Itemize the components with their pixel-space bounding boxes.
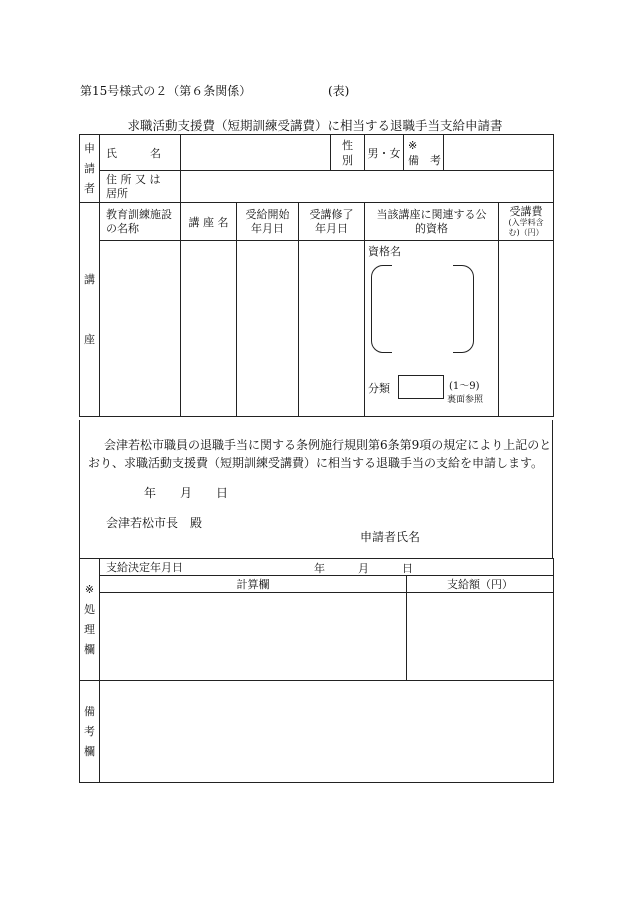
form-title: 求職活動支援費（短期訓練受講費）に相当する退職手当支給申請書: [127, 118, 503, 133]
facility-field[interactable]: [100, 241, 181, 417]
category-box[interactable]: [398, 375, 444, 399]
gender-options[interactable]: 男・女: [365, 135, 404, 171]
applicant-section-label: 申 請 者: [80, 135, 100, 203]
fee-header: 受講費 (入学料含 む)（円）: [499, 203, 554, 241]
course-section-label: 講 座: [80, 203, 100, 417]
left-bracket: [371, 265, 392, 353]
decision-date-label: 支給決定年月日: [106, 561, 183, 574]
qualification-name-label: 資格名: [368, 245, 402, 258]
start-date-header: 受給開始 年月日: [237, 203, 299, 241]
end-date-field[interactable]: [299, 241, 365, 417]
signature-label: 申請者氏名: [360, 530, 421, 544]
side-indicator: (表): [328, 84, 350, 98]
processing-table: [79, 558, 554, 783]
category-label: 分類: [368, 382, 391, 395]
address-field[interactable]: [181, 171, 554, 203]
calc-field[interactable]: [100, 593, 407, 681]
start-date-field[interactable]: [237, 241, 299, 417]
amount-field[interactable]: [407, 593, 554, 681]
declaration-text-line1: 会津若松市職員の退職手当に関する条例施行規則第6条第9項の規定により上記のと: [104, 438, 552, 452]
decision-date-row[interactable]: [100, 559, 554, 576]
declaration-text-line2: おり、求職活動支援費（短期訓練受講費）に相当する退職手当の支給を申請します。: [88, 456, 544, 470]
name-field[interactable]: [181, 135, 331, 171]
note-label: ※ 備 考: [404, 135, 444, 171]
decision-date-value: 年 月 日: [314, 562, 413, 575]
amount-header: 支給額（円）: [407, 576, 554, 593]
category-range: (1～9): [449, 381, 480, 392]
course-name-header: 講 座 名: [181, 203, 237, 241]
declaration-block: [79, 420, 553, 559]
facility-header: 教育訓練施設 の名称: [100, 203, 181, 241]
declaration-date: 年 月 日: [144, 486, 229, 500]
addressee: 会津若松市長 殿: [106, 516, 203, 530]
course-name-field[interactable]: [181, 241, 237, 417]
application-table: [79, 134, 554, 417]
note-mark: ※: [408, 138, 418, 152]
name-label: 氏 名: [100, 135, 181, 171]
qualification-header: 当該講座に関連する公 的資格: [365, 203, 499, 241]
right-bracket: [453, 265, 474, 353]
gender-label: 性 別: [331, 135, 365, 171]
fee-field[interactable]: [499, 241, 554, 417]
category-note: 裏面参照: [447, 395, 484, 405]
form-number: 第15号様式の２（第６条関係）: [80, 84, 252, 98]
remarks-section-label: 備 考 欄: [80, 681, 100, 783]
processing-section-label: ※ 処 理 欄: [80, 559, 100, 681]
remarks-field[interactable]: [100, 681, 554, 783]
calc-header: 計算欄: [100, 576, 407, 593]
end-date-header: 受講修了 年月日: [299, 203, 365, 241]
qualification-field[interactable]: [365, 241, 499, 417]
address-label: 住 所 又 は 居所: [100, 171, 181, 203]
note-field: [444, 135, 554, 171]
